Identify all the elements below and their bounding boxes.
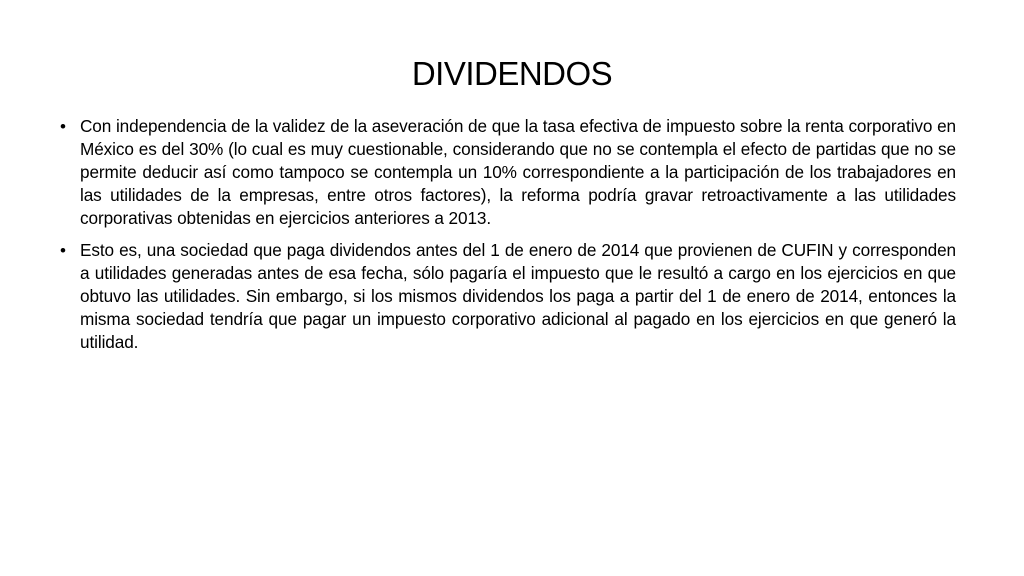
slide-title: DIVIDENDOS	[411, 55, 613, 92]
bullet-item	[60, 115, 956, 230]
bullet-text: Esto es, una sociedad que paga dividendos antes del 1 de enero de 2014 que provienen de CUFIN y corresponden a utilidades generadas antes de esa fecha, sólo pagaría el impuesto que le resultó a cargo en los ejercicios en que obtuvo las utilidades. Sin embargo, si los mismos dividendos los paga a partir del 1 de enero de 2014, entonces la misma sociedad tendría que pagar un impuesto corporativo adicional al pagado en los ejercicios en que generó la utilidad.	[80, 240, 956, 352]
bullet-list	[60, 115, 956, 363]
bullet-dot-icon: •	[60, 241, 66, 260]
bullet-text: Con independencia de la validez de la aseveración de que la tasa efectiva de impuesto sobre la renta corporativo en México es del 30% (lo cual es muy cuestionable, considerando que no se contempla el efecto de partidas que no se permite deducir así como tampoco se contempla un 10% correspondiente a la participación de los trabajadores en las utilidades de la empresas, entre otros factores), la reforma podría gravar retroactivamente a las utilidades corporativas obtenidas en ejercicios anteriores a 2013.	[80, 116, 956, 228]
bullet-item	[60, 239, 956, 354]
bullet-dot-icon: •	[60, 117, 66, 136]
